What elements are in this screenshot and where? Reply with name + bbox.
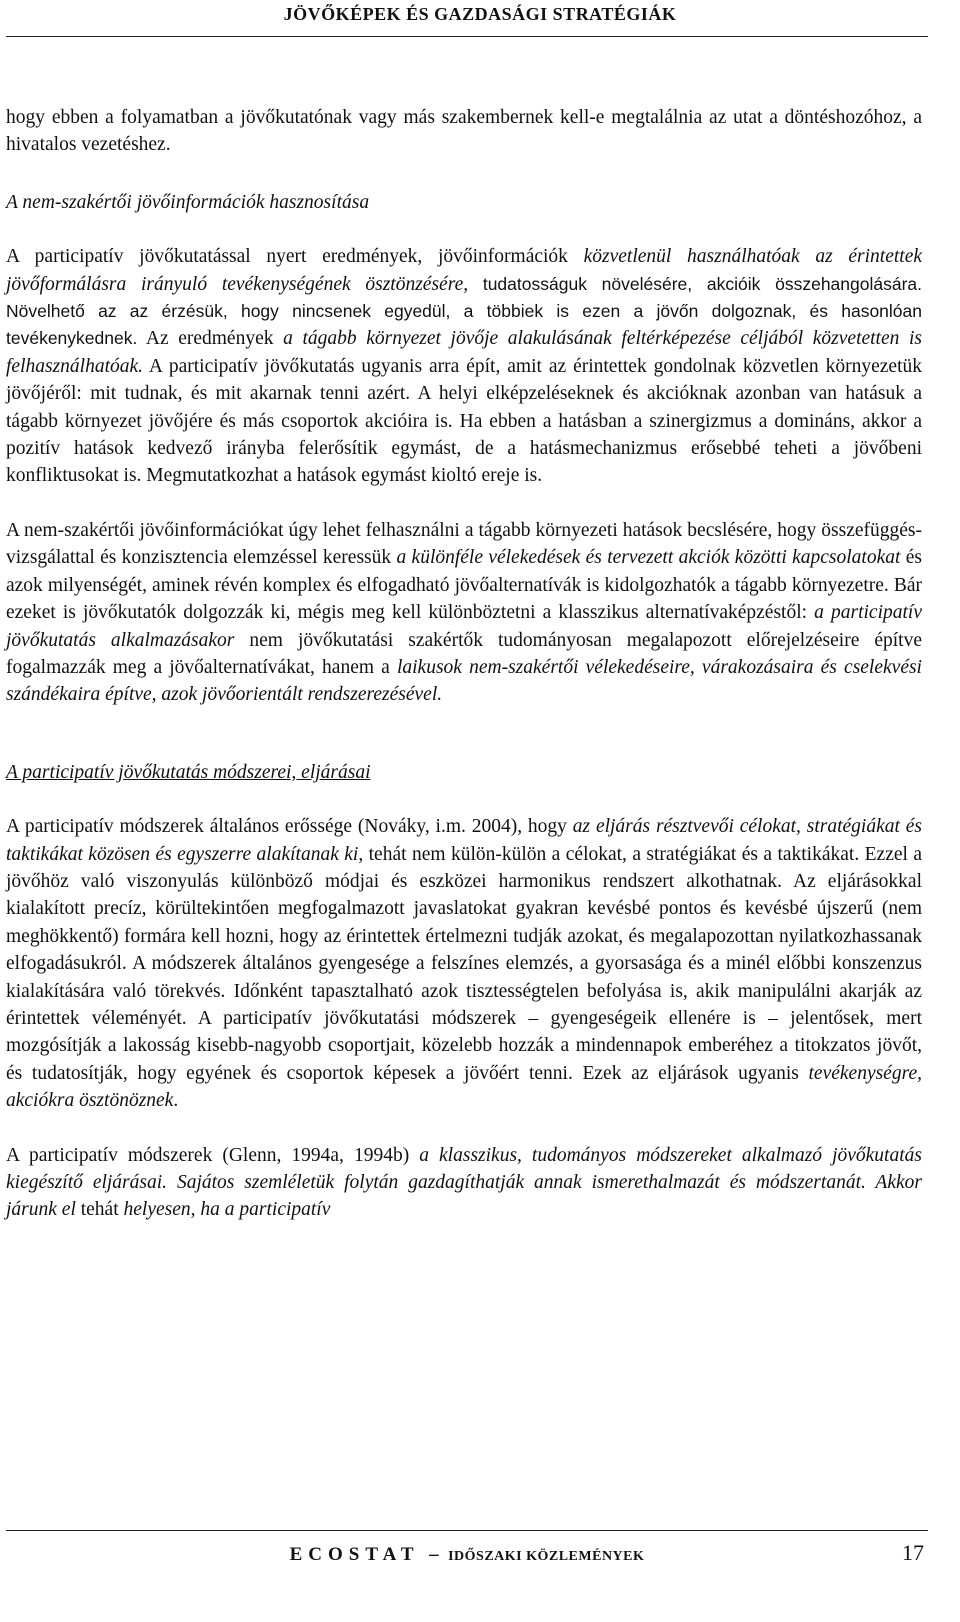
footer-title — [6, 1544, 928, 1566]
p2-text-1: A nem-szakértői jövőinformációkat úgy lehet felhasználni a tágabb környezeti hatások becslésére, hogy összefüggés-vizsgálattal és konzisztencia elemzéssel keressük — [6, 519, 922, 569]
paragraph-methods-strengths — [6, 813, 922, 1114]
p4-text-1: A participatív módszerek (Glenn, 1994a, 1994b) — [6, 1144, 420, 1166]
footer-divider — [6, 1530, 928, 1531]
paragraph-nonexpert-usage — [6, 517, 922, 709]
document-body — [6, 104, 922, 1224]
p1-text-2: tudatosságuk növelésére, akcióik összehangolására. Növelhető az az érzésük, hogy nincsenek egyedül, a többiek is ezen a jövőn dolgoznak, és hasonlóan tevékenykednek. — [6, 273, 923, 349]
p3-text-1: A participatív módszerek általános erőssége (Nováky, i.m. 2004), hogy — [6, 816, 573, 838]
p2-italic-1: a különféle vélekedések és tervezett akciók közötti kapcsolatokat — [396, 547, 901, 569]
p2-text-2: és azok milyenségét, aminek révén komplex és elfogadható jövőalternatívák is kidolgozhatók a tágabb környezetre. Bár ezeket is jövőkutatók dolgozzák ki, mégis meg kell különböztetni a klasszikus alternatívaképzéstől: — [6, 547, 922, 624]
section-heading-nonexpert: A nem-szakértői jövőinformációk hasznosítása — [6, 191, 370, 213]
p3-text-2: , tehát nem külön-külön a célokat, a stratégiákat és a taktikákat. Ezzel a jövőhöz való viszonyulás különböző módjai és eszközei harmonikus rendszert alkothatnak. Az eljárásokkal kialakított precíz, körültekintően megfogalmazott javaslatokat gyakran kevésbé pontos és kevésbé újszerű (nem meghökkentő) formára kell hozni, hogy az érintettek értelmezni tudják azokat, és megalapozottan nyilatkozhassanak elfogadásukról. A módszerek általános gyengesége a felszínes elemzés, a gyorsasága és a minél előbbi konszenzus kialakítására való törekvés. Időnként tapasztalható azok tisztességtelen befolyása is, akik manipulálni akarják az érintettek véleményét. A participatív jövőkutatási módszerek – gyengeségeik ellenére is – jelentősek, mert mozgósítják a lakosság kisebb-nagyobb csoportjait, közelebb hozzák a mindennapok emberéhez a titokzatos jövőt, és tudatosítják, hogy egyének és csoportok képesek a jövőért tenni. Ezek az eljárások ugyanis — [6, 843, 922, 1084]
paragraph-methods-complementary — [6, 1142, 922, 1224]
p4-italic-1: a klasszikus, tudományos módszereket alkalmazó jövőkutatás kiegészítő eljárásai. Sajátos szemléletük folytán gazdagíthatják annak ismerethalmazát és módszertanát. Akkor járunk el — [6, 1144, 922, 1221]
p1-text-3: Az eredmények — [137, 328, 284, 350]
footer-journal-name: ECOSTAT — [289, 1544, 420, 1565]
p3-italic-2: tevékenységre, akciókra ösztönöznek — [6, 1062, 922, 1112]
page-number: 17 — [902, 1540, 924, 1565]
p4-italic-2: helyesen, ha a participatív — [123, 1199, 331, 1221]
page-footer — [6, 1540, 928, 1576]
p3-text-3: . — [173, 1090, 179, 1112]
p4-text-2: tehát — [75, 1199, 124, 1221]
footer-dash: – — [429, 1544, 439, 1565]
running-header: JÖVŐKÉPEK ÉS GAZDASÁGI STRATÉGIÁK — [283, 4, 677, 24]
p1-text-4: A participatív jövőkutatás ugyanis arra épít, amit az érintettek gondolnak közvetlen környezetük jövőjéről: mit tudnak, és mit akarnak tenni azért. A helyi elképzeléseknek és akcióknak azonban van hatásuk a tágabb környezet jövőjére és más csoportok akcióira is. Ha ebben a hatásban a szinergizmus a domináns, akkor a pozitív hatások kedvező irányba felerősítik egymást, de a hatásmechanizmus erősebbé teheti a jövőbeni konfliktusokat is. Megmutatkozhat a hatások egymást kioltó ereje is. — [6, 355, 922, 487]
footer-subtitle: IDŐSZAKI KÖZLEMÉNYEK — [448, 1549, 645, 1564]
p1-italic-1: közvetlenül használhatóak az érintettek jövőformálásra irányuló tevékenységének ösztönzésére, — [6, 246, 922, 295]
p1-italic-2: a tágabb környezet jövője alakulásának feltérképezése céljából közvetetten is felhasználhatóak. — [6, 328, 922, 377]
header-divider — [6, 36, 928, 37]
p3-italic-1: az eljárás résztvevői célokat, stratégiákat és taktikákat közösen és egyszerre alakítanak ki — [6, 816, 922, 865]
p2-italic-2: a participatív jövőkutatás alkalmazásakor — [6, 602, 922, 651]
p2-text-3: nem jövőkutatási szakértők tudományosan megalapozott előrejelzéseire építve fogalmazzák meg a jövőalternatívákat, hanem a — [6, 629, 922, 678]
p1-text-1: A participatív jövőkutatással nyert eredmények, jövőinformációk — [6, 246, 584, 268]
section-heading-methods: A participatív jövőkutatás módszerei, eljárásai — [6, 761, 371, 783]
paragraph-participative-results — [6, 243, 922, 490]
paragraph-continuation: hogy ebben a folyamatban a jövőkutatónak vagy más szakembernek kell-e megtalálnia az utat a döntéshozóhoz, a hivatalos vezetéshez. — [6, 107, 922, 156]
p2-italic-3: laikusok nem-szakértői vélekedéseire, várakozásaira és cselekvési szándékaira építve, azok jövőorientált rendszerezésével. — [6, 656, 922, 706]
